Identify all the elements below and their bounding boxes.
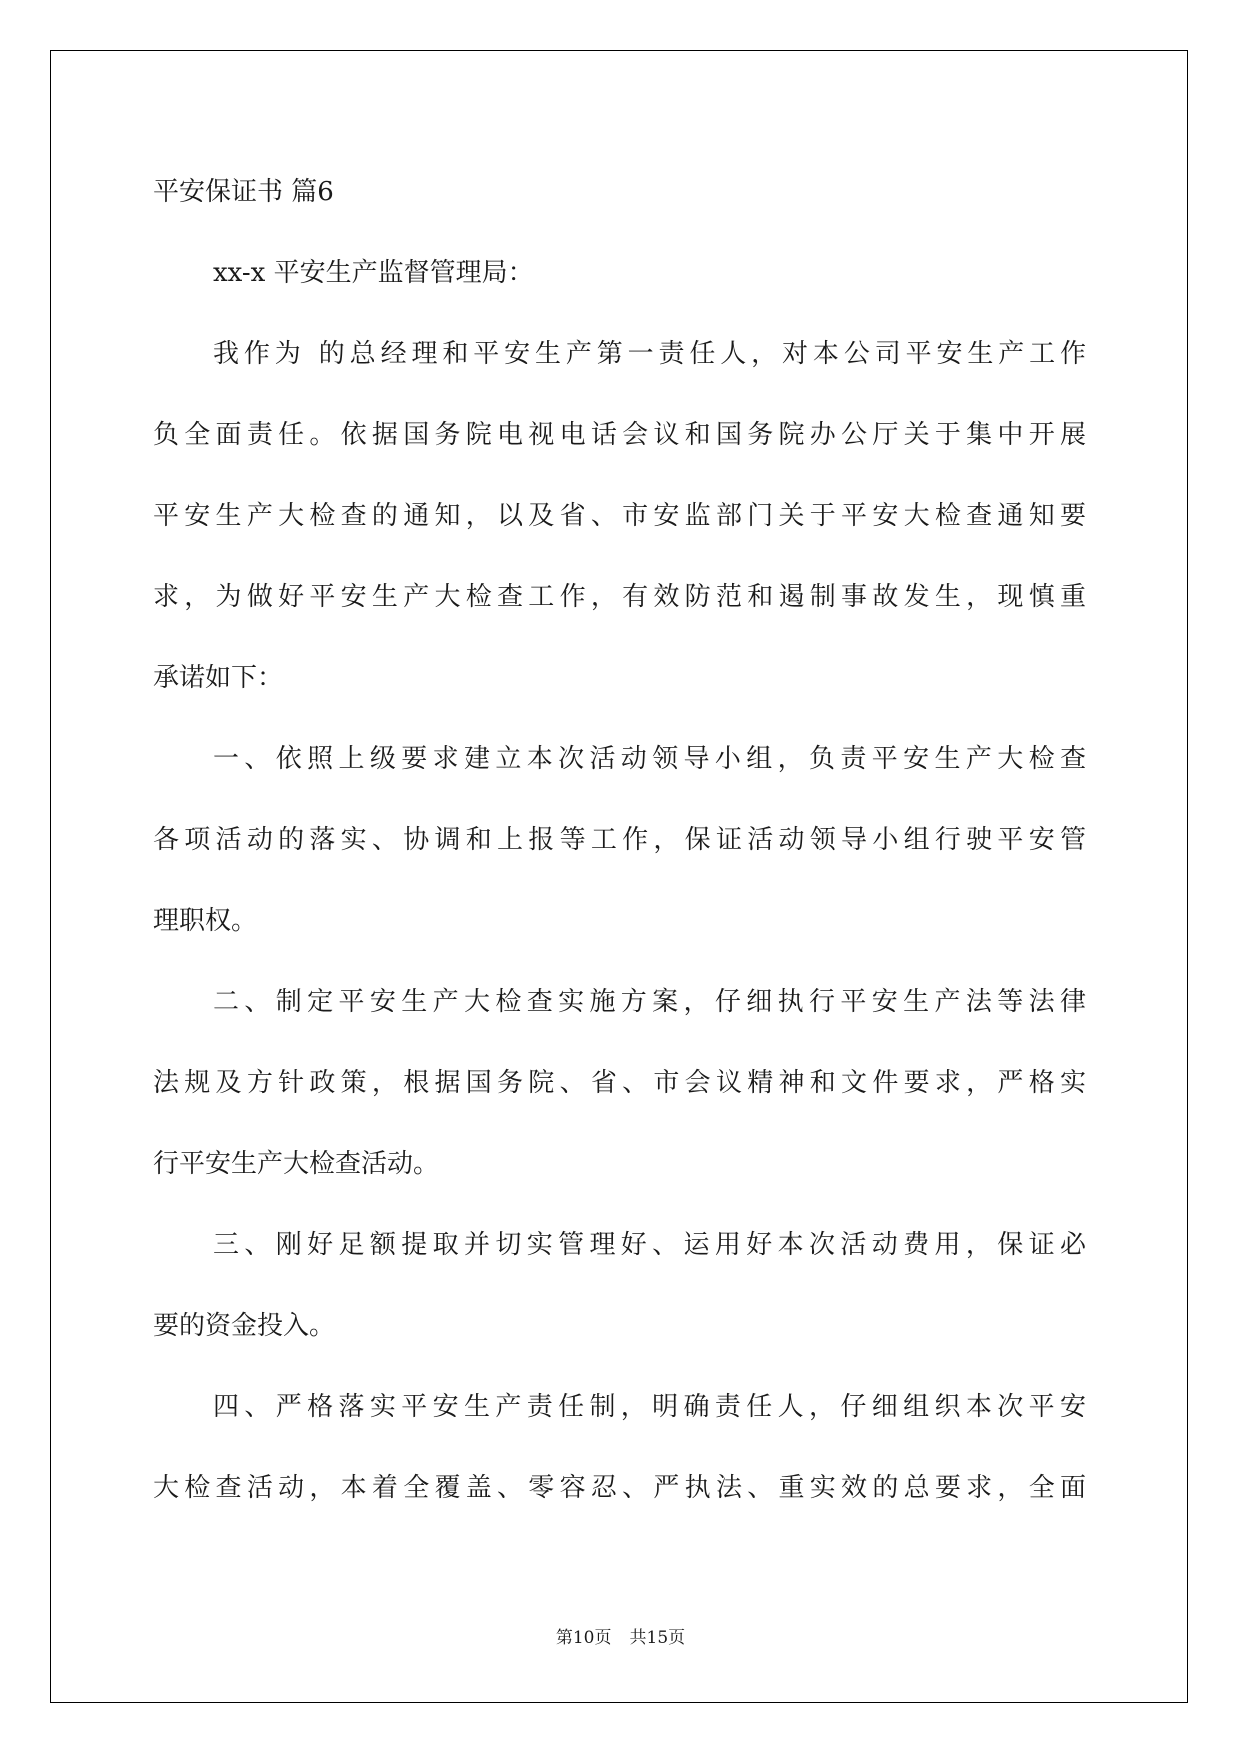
paragraph-item-4 [153, 1367, 1087, 1529]
paragraph-line: 三、刚好足额提取并切实管理好、运用好本次活动费用，保证必 [213, 1230, 1087, 1260]
paragraph-line: 理职权。 [153, 906, 258, 936]
salutation: xx-x 平安生产监督管理局： [213, 258, 534, 288]
page-footer [0, 1627, 1241, 1649]
paragraph-line: 负全面责任。依据国务院电视电话会议和国务院办公厅关于集中开展 [153, 420, 1087, 450]
paragraph-line: 一、依照上级要求建立本次活动领导小组，负责平安生产大检查 [213, 744, 1087, 774]
paragraph-line: 平安生产大检查的通知，以及省、市安监部门关于平安大检查通知要 [153, 501, 1087, 531]
paragraph-line: 大检查活动，本着全覆盖、零容忍、严执法、重实效的总要求，全面 [153, 1473, 1087, 1503]
paragraph-line: 承诺如下： [153, 663, 284, 693]
paragraph-line: 各项活动的落实、协调和上报等工作，保证活动领导小组行驶平安管 [153, 825, 1087, 855]
paragraph-item-3 [153, 1205, 1087, 1367]
paragraph-item-1 [153, 719, 1087, 962]
document-title: 平安保证书 篇6 [153, 177, 334, 207]
page-count-total: 共15页 [629, 1628, 686, 1648]
paragraph-item-2 [153, 962, 1087, 1205]
paragraph-line: 四、严格落实平安生产责任制，明确责任人，仔细组织本次平安 [213, 1392, 1087, 1422]
page-number-current: 第10页 [555, 1628, 612, 1648]
paragraph-line: 求，为做好平安生产大检查工作，有效防范和遏制事故发生，现慎重 [153, 582, 1087, 612]
paragraph-intro [153, 314, 1087, 719]
document-body [153, 152, 1087, 1529]
paragraph-line: 我作为 的总经理和平安生产第一责任人，对本公司平安生产工作 [213, 339, 1087, 369]
paragraph-line: 行平安生产大检查活动。 [153, 1149, 440, 1179]
paragraph-line: 二、制定平安生产大检查实施方案，仔细执行平安生产法等法律 [213, 987, 1087, 1017]
paragraph-line: 要的资金投入。 [153, 1311, 336, 1341]
paragraph-line: 法规及方针政策，根据国务院、省、市会议精神和文件要求，严格实 [153, 1068, 1087, 1098]
